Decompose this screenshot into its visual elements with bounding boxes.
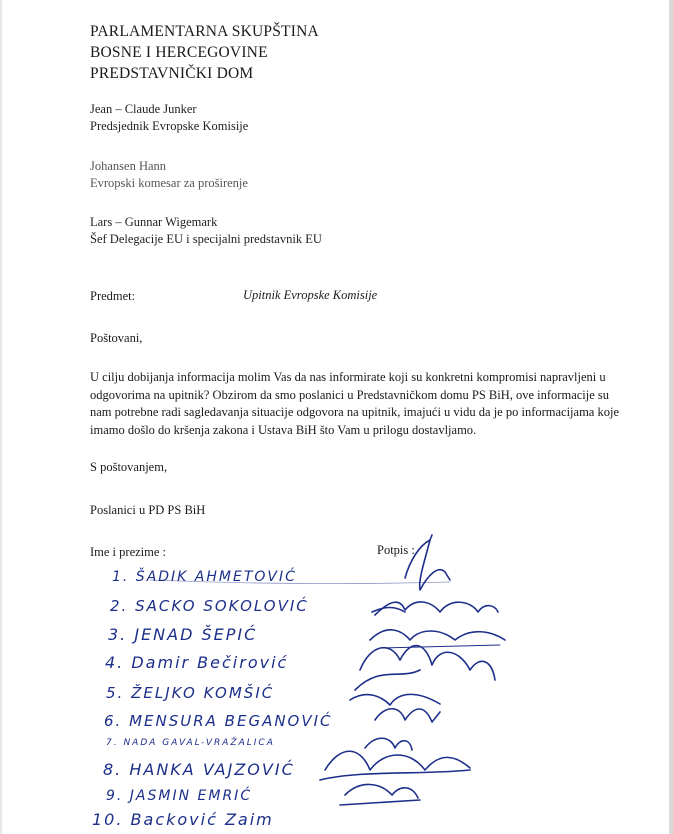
letterhead-line-3: PREDSTAVNIČKI DOM	[90, 65, 254, 82]
handwritten-name-2: 2. SACKO SOKOLOVIĆ	[110, 597, 309, 615]
handwritten-name-10: 10. Backović Zaim	[92, 810, 274, 829]
closing: S poštovanjem,	[90, 460, 168, 474]
recipient-role: Evropski komesar za proširenje	[90, 176, 248, 190]
recipient-name: Johansen Hann	[90, 159, 167, 173]
recipient-name: Jean – Claude Junker	[90, 102, 197, 116]
body-line: nam potrebne radi sagledavanja situacije odgovora na upitnik, imajući u vidu da je po informacijama koje	[90, 405, 619, 419]
signers-label: Poslanici u PD PS BiH	[90, 503, 206, 517]
handwritten-name-8: 8. HANKA VAJZOVIĆ	[103, 760, 295, 779]
handwritten-name-1: 1. ŠADIK AHMETOVIĆ	[112, 569, 297, 585]
signature-column-header: Potpis :	[377, 543, 415, 557]
greeting: Poštovani,	[90, 331, 143, 345]
recipient-name: Lars – Gunnar Wigemark	[90, 215, 218, 229]
name-column-header: Ime i prezime :	[90, 545, 167, 559]
body-line: imamo došlo do kršenja zakona i Ustava BiH što Vam u prilogu dostavljamo.	[90, 422, 477, 437]
handwritten-name-5: 5. ŽELJKO KOMŠIĆ	[106, 684, 275, 702]
subject-value: Upitnik Evropske Komisije	[243, 288, 378, 302]
handwritten-name-7: 7. NADA GAVAL-VRAŽALICA	[106, 738, 275, 748]
handwritten-name-3: 3. JENAD ŠEPIĆ	[108, 625, 258, 644]
handwritten-name-4: 4. Damir Bečirović	[105, 653, 289, 672]
recipient-role: Šef Delegacije EU i specijalni predstavnik EU	[90, 232, 322, 246]
body-line: odgovorima na upitnik? Obzirom da smo poslanici u Predstavničkom domu PS BiH, ove informacije su	[90, 387, 610, 402]
recipient-role: Predsjednik Evropske Komisije	[90, 119, 249, 133]
body-line: U cilju dobijanja informacija molim Vas da nas informirate koji su konkretni kompromisi napravljeni u	[90, 370, 606, 384]
handwritten-name-6: 6. MENSURA BEGANOVIĆ	[104, 712, 333, 730]
handwritten-name-9: 9. JASMIN EMRIĆ	[106, 788, 253, 804]
subject-label: Predmet:	[90, 289, 136, 303]
letterhead-line-2: BOSNE I HERCEGOVINE	[90, 44, 268, 61]
letterhead-line-1: PARLAMENTARNA SKUPŠTINA	[90, 23, 319, 40]
